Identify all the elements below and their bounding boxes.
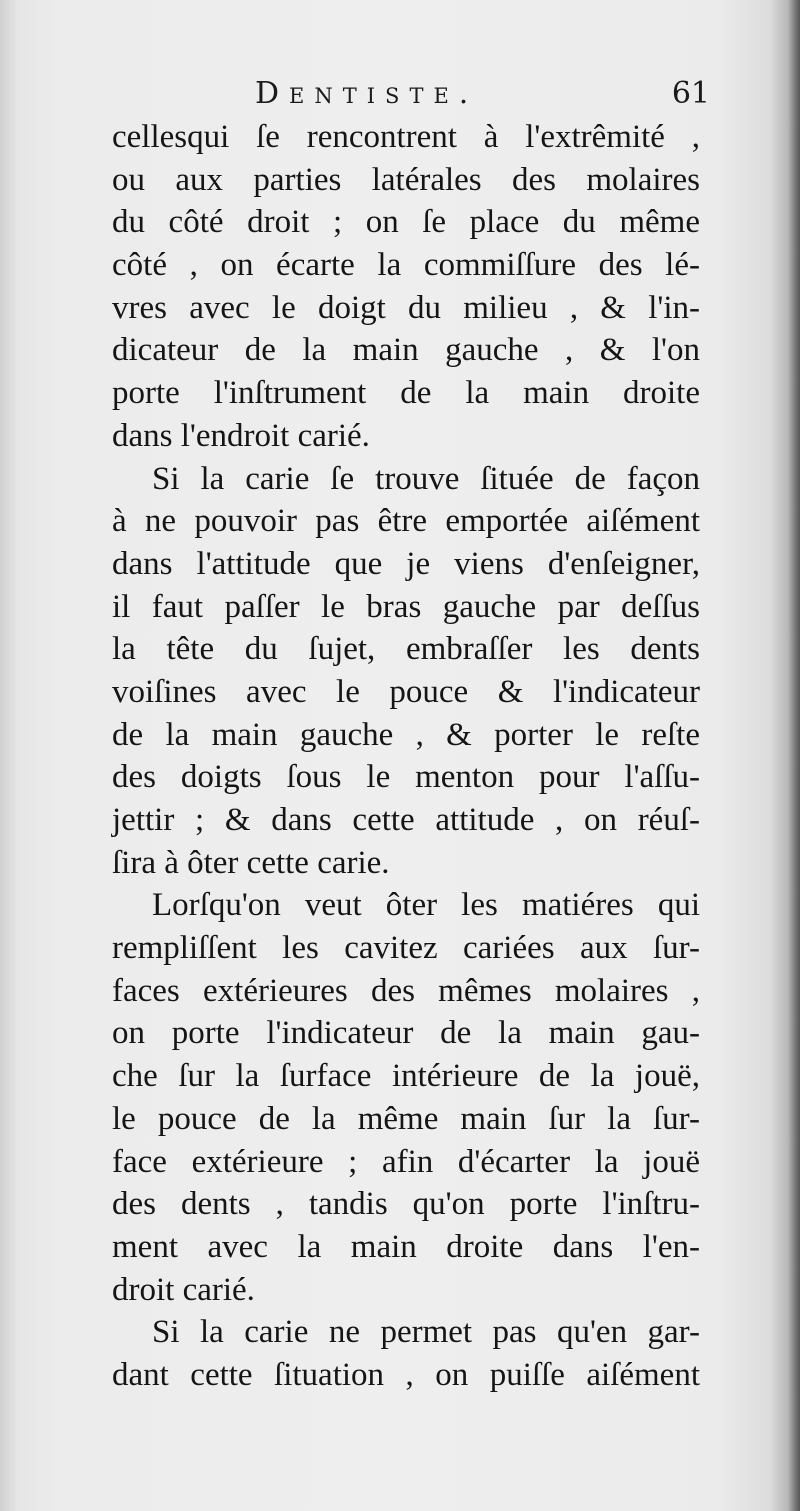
text-line: des dents , tandis qu'on porte l'inſtru- [112,1186,700,1223]
body-text [112,116,700,1397]
running-head [255,74,710,120]
text-line: droit carié. [112,1271,255,1308]
text-line: Si la carie ſe trouve ſituée de façon [152,460,700,497]
text-line: dans l'endroit carié. [112,417,370,454]
text-line: de la main gauche , & porter le reſte [112,716,700,753]
text-line: faces extérieures des mêmes molaires , [112,972,700,1009]
text-line: rempliſſent les cavitez cariées aux ſur- [112,930,700,967]
text-line: face extérieure ; afin d'écarter la jouë [112,1143,700,1180]
text-line: dant cette ſituation , on puiſſe aiſément [112,1356,700,1393]
text-line: le pouce de la même main ſur la ſur- [112,1100,700,1137]
text-line: jettir ; & dans cette attitude , on réuſ- [112,802,700,838]
text-line: dicateur de la main gauche , & l'on [112,332,700,369]
text-line: Si la carie ne permet pas qu'en gar- [152,1314,700,1351]
text-line: che ſur la ſurface intérieure de la jouë, [112,1058,700,1095]
text-line: cellesqui ſe rencontrent à l'extrêmité , [112,119,700,155]
text-line: voiſines avec le pouce & l'indicateur [112,673,700,710]
text-line: ou aux parties latérales des molaires [112,161,700,198]
text-line: vres avec le doigt du milieu , & l'in- [112,289,700,326]
running-head-title: Dentiste. [255,76,479,111]
text-line: dans l'attitude que je viens d'enſeigner, [112,545,700,582]
text-line: ment avec la main droite dans l'en- [112,1228,700,1265]
text-line: porte l'inſtrument de la main droite [112,375,700,412]
text-line: il faut paſſer le bras gauche par deſſus [112,588,700,625]
page-edge-shadow [788,0,800,1511]
text-line: Lorſqu'on veut ôter les matiéres qui [152,887,700,924]
text-line: du côté droit ; on ſe place du même [112,204,700,241]
text-line: on porte l'indicateur de la main gau- [112,1015,700,1052]
text-line: la tête du ſujet, embraſſer les dents [112,631,700,668]
page-number: 61 [671,76,710,111]
text-line: des doigts ſous le menton pour l'aſſu- [112,759,700,796]
text-line: côté , on écarte la commiſſure des lé- [112,247,700,284]
text-line: à ne pouvoir pas être emportée aiſément [112,503,700,540]
text-line: ſira à ôter cette carie. [112,844,390,881]
